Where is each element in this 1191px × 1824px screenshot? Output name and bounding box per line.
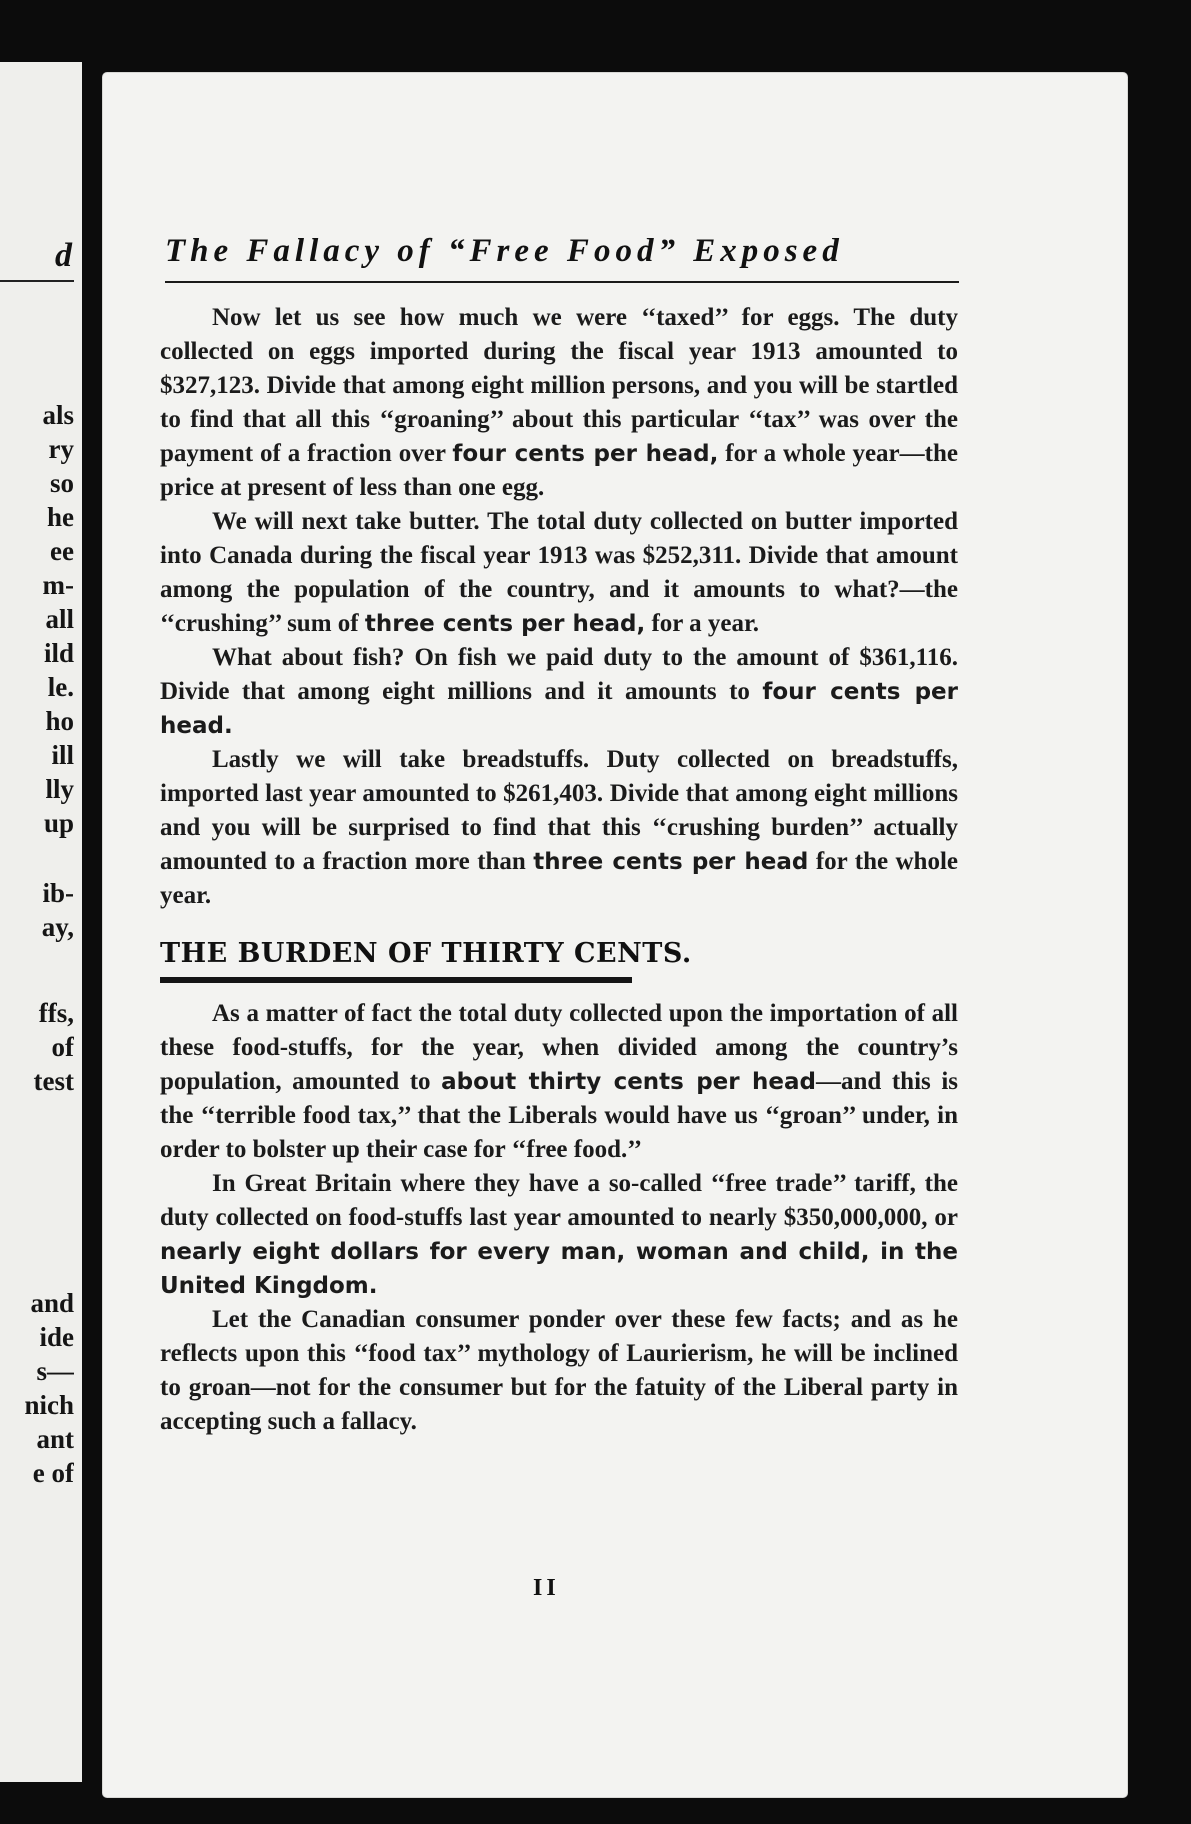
left-margin-line: up	[43, 808, 74, 838]
emphasis-text: four cents per head.	[160, 679, 958, 739]
page-body	[160, 301, 958, 1439]
running-head: The Fallacy of “Free Food” Exposed	[165, 233, 844, 269]
paragraph	[160, 743, 958, 913]
left-running-head-fragment: d	[55, 237, 72, 274]
left-margin-line: ill	[51, 740, 74, 770]
left-margin-line: lly	[45, 774, 74, 804]
paragraph	[160, 641, 958, 743]
book-page	[103, 73, 1127, 1797]
page-number: II	[533, 1575, 560, 1601]
paragraph-text: Now let us see how much we were ‘‘taxed’’ for eggs. The duty collected on eggs imported during the fiscal year 1913 amounted to $327,123. Divide that among eight million persons, and you will be startled to find that all this ‘‘groaning’’ about this particular ‘‘tax’’ was over the payment of a fraction over	[160, 304, 958, 467]
paragraph	[160, 505, 958, 641]
paragraph-text: In Great Britain where they have a so-called ‘‘free trade’’ tariff, the duty collected on food-stuffs last year amounted to nearly $350,000,000, or	[160, 1170, 958, 1231]
left-margin-line: so	[49, 468, 74, 498]
paragraph-text: Let the Canadian consumer ponder over these few facts; and as he reflects upon this ‘‘food tax’’ mythology of Laurierism, he will be inclined to groan—not for the consumer but for the fatuity of the Liberal party in accepting such a fallacy.	[160, 1306, 958, 1435]
paragraph-group	[160, 997, 958, 1439]
left-margin-line: ffs,	[38, 998, 74, 1028]
paragraph-text: for the whole year.	[160, 848, 958, 909]
paragraph	[160, 301, 958, 505]
header-rule	[165, 281, 959, 283]
left-margin-line: all	[45, 604, 74, 634]
left-margin-line: ib-	[42, 878, 74, 908]
left-margin-line: ho	[45, 706, 74, 736]
section-heading-rule	[160, 977, 632, 983]
left-margin-line: and	[30, 1288, 74, 1318]
paragraph-text: for a whole year—the price at present of less than one egg.	[160, 440, 958, 501]
left-margin-line: ee	[50, 536, 74, 566]
emphasis-text: about thirty cents per head	[441, 1069, 816, 1095]
left-margin-line: ay,	[41, 912, 74, 942]
left-margin-line: he	[47, 502, 74, 532]
left-margin-line: ild	[43, 638, 74, 668]
left-margin-line: nich	[24, 1390, 74, 1420]
section-heading: THE BURDEN OF THIRTY CENTS.	[160, 938, 692, 969]
paragraph-text: As a matter of fact the total duty collected upon the importation of all these food-stuffs, for the year, when divided among the country’s population, amounted to	[160, 1000, 958, 1095]
paragraph-group	[160, 301, 958, 913]
paragraph	[160, 1303, 958, 1439]
left-margin-line: s—	[36, 1356, 74, 1386]
left-margin-line: le.	[47, 672, 74, 702]
paragraph-text: We will next take butter. The total duty collected on butter imported into Canada during the fiscal year 1913 was $252,311. Divide that amount among the population of the country, and it amounts to what?—the ‘‘crushing’’ sum of	[160, 508, 958, 637]
paragraph-text: —and this is the ‘‘terrible food tax,’’ that the Liberals would have us ‘‘groan’’ under, in order to bolster up their case for ‘‘free food.’’	[160, 1068, 959, 1163]
emphasis-text: four cents per head,	[452, 441, 719, 467]
left-margin-line: als	[42, 400, 74, 430]
paragraph	[160, 997, 958, 1167]
emphasis-text: nearly eight dollars for every man, woman and child, in the United Kingdom.	[160, 1239, 958, 1299]
left-margin-line: ry	[48, 434, 74, 464]
left-header-rule	[0, 280, 74, 282]
left-margin-line: ide	[39, 1322, 74, 1352]
paragraph-text: Lastly we will take breadstuffs. Duty collected on breadstuffs, imported last year amounted to $261,403. Divide that among eight millions and you will be surprised to find that this ‘‘crushing burden’’ actually amounted to a fraction more than	[160, 746, 958, 875]
paragraph-text: What about fish? On fish we paid duty to the amount of $361,116. Divide that among eight millions and it amounts to	[160, 644, 958, 705]
left-margin-line: ant	[36, 1424, 74, 1454]
left-page-fragment	[0, 62, 82, 1782]
emphasis-text: three cents per head	[533, 849, 809, 875]
left-margin-line: m-	[42, 570, 74, 600]
paragraph	[160, 1167, 958, 1303]
emphasis-text: three cents per head,	[364, 611, 646, 637]
left-margin-line: e of	[32, 1458, 74, 1488]
paragraph-text: for a year.	[645, 610, 760, 637]
left-margin-line: of	[51, 1032, 74, 1062]
left-margin-line: test	[33, 1066, 74, 1096]
